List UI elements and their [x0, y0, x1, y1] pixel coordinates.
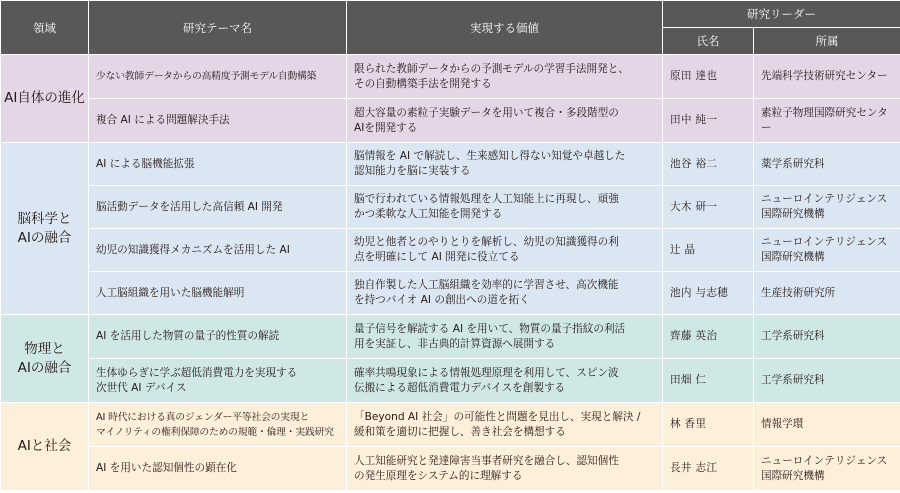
leader-affiliation: ニューロインテリジェンス 国際研究機構 — [754, 229, 900, 272]
table-row — [1, 99, 900, 143]
value-cell: 人工知能研究と発達障害当事者研究を融合し、認知個性 の発生原理をシステム的に理解する — [347, 447, 663, 491]
theme-cell: AI による脳機能拡張 — [89, 143, 347, 186]
leader-name: 池内 与志穂 — [663, 272, 754, 315]
value-cell: 脳情報を AI で解読し、生来感知し得ない知覚や卓越した 認知能力を脳に実装する — [347, 143, 663, 186]
leader-affiliation: ニューロインテリジェンス 国際研究機構 — [754, 186, 900, 229]
value-cell: 確率共鳴現象による情報処理原理を利用して、スピン波 伝搬による超低消費電力デバイスを創製する — [347, 359, 663, 403]
leader-affiliation: 素粒子物理国際研究センター — [754, 99, 900, 143]
leader-name: 原田 達也 — [663, 55, 754, 99]
value-cell: 限られた教師データからの予測モデルの学習手法開発と、 その自動構築手法を開発する — [347, 55, 663, 99]
theme-cell: 人工脳組織を用いた脳機能解明 — [89, 272, 347, 315]
leader-affiliation: 情報学環 — [754, 403, 900, 447]
table-row — [1, 403, 900, 447]
theme-cell: 複合 AI による問題解決手法 — [89, 99, 347, 143]
value-cell: 超大容量の素粒子実験データを用いて複合・多段階型の AIを開発する — [347, 99, 663, 143]
leader-name: 大木 研一 — [663, 186, 754, 229]
value-cell: 脳で行われている情報処理を人工知能上に再現し、頑強 かつ柔軟な人工知能を開発する — [347, 186, 663, 229]
table-row — [1, 229, 900, 272]
table-row — [1, 55, 900, 99]
header-leader: 研究リーダー — [663, 1, 900, 28]
header-theme: 研究テーマ名 — [89, 1, 347, 55]
table-row — [1, 143, 900, 186]
header-name: 氏名 — [663, 28, 754, 55]
leader-name: 辻 晶 — [663, 229, 754, 272]
table-row — [1, 359, 900, 403]
theme-cell: AI 時代における真のジェンダー平等社会の実現と マイノリティの権利保障のための規範・倫理・実践研究 — [89, 403, 347, 447]
header-value: 実現する価値 — [347, 1, 663, 55]
table-row — [1, 447, 900, 491]
table-row — [1, 315, 900, 359]
domain-label: 脳科学と AIの融合 — [1, 143, 89, 315]
domain-label: AI自体の進化 — [1, 55, 89, 143]
theme-cell: 生体ゆらぎに学ぶ超低消費電力を実現する 次世代 AI デバイス — [89, 359, 347, 403]
leader-name: 池谷 裕二 — [663, 143, 754, 186]
leader-name: 林 香里 — [663, 403, 754, 447]
leader-affiliation: 工学系研究科 — [754, 315, 900, 359]
leader-affiliation: 先端科学技術研究センター — [754, 55, 900, 99]
value-cell: 幼児と他者とのやりとりを解析し、幼児の知識獲得の利 点を明確にして AI 開発に役立てる — [347, 229, 663, 272]
leader-affiliation: 工学系研究科 — [754, 359, 900, 403]
domain-label: 物理と AIの融合 — [1, 315, 89, 403]
header-affiliation: 所属 — [754, 28, 900, 55]
table-row — [1, 272, 900, 315]
domain-label: AIと社会 — [1, 403, 89, 491]
theme-cell: 幼児の知識獲得メカニズムを活用した AI — [89, 229, 347, 272]
leader-affiliation: 薬学系研究科 — [754, 143, 900, 186]
header-domain: 領域 — [1, 1, 89, 55]
theme-cell: 脳活動データを活用した高信頼 AI 開発 — [89, 186, 347, 229]
leader-name: 田畑 仁 — [663, 359, 754, 403]
theme-cell: AI を活用した物質の量子的性質の解読 — [89, 315, 347, 359]
leader-name: 齊藤 英治 — [663, 315, 754, 359]
theme-cell: AI を用いた認知個性の顕在化 — [89, 447, 347, 491]
value-cell: 独自作製した人工脳組織を効率的に学習させ、高次機能 を持つバイオ AI の創出への道を拓く — [347, 272, 663, 315]
value-cell: 量子信号を解読する AI を用いて、物質の量子指紋の利活 用を実証し、非古典的計算資源へ展開する — [347, 315, 663, 359]
leader-affiliation: 生産技術研究所 — [754, 272, 900, 315]
leader-name: 長井 志江 — [663, 447, 754, 491]
table-row — [1, 186, 900, 229]
theme-cell: 少ない教師データからの高精度予測モデル自動構築 — [89, 55, 347, 99]
value-cell: 「Beyond AI 社会」の可能性と問題を見出し、実現と解決 / 緩和策を適切に把握し、善き社会を構想する — [347, 403, 663, 447]
leader-name: 田中 純一 — [663, 99, 754, 143]
leader-affiliation: ニューロインテリジェンス 国際研究機構 — [754, 447, 900, 491]
